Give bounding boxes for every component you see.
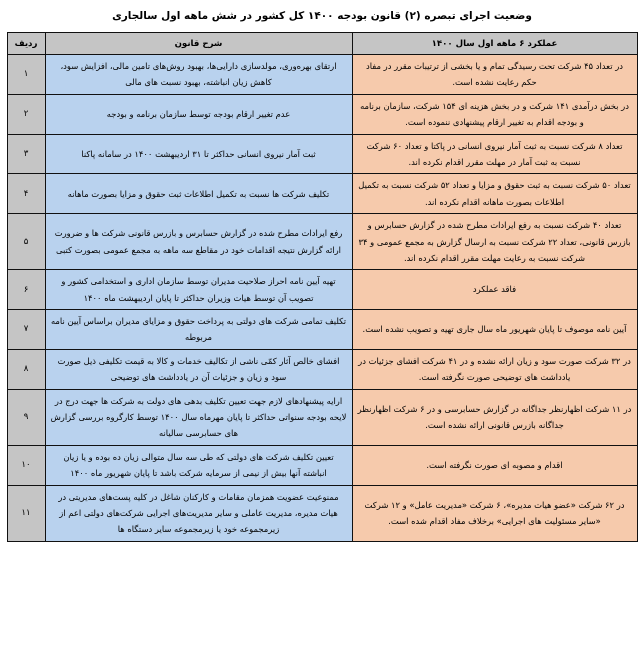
performance-cell (352, 389, 637, 445)
budget-implementation-table (7, 32, 638, 542)
performance-text: آیین نامه موصوف تا پایان شهریور ماه سال جاری تهیه و تصویب نشده است. (362, 324, 627, 335)
row-number-cell: ۵ (7, 214, 45, 270)
law-description-text: ثبت آمار نیروی انسانی حداکثر تا ۳۱ اردیبهشت ۱۴۰۰ در سامانه پاکنا (81, 148, 316, 159)
row-number-cell: ۶ (7, 270, 45, 310)
performance-text: فاقد عملکرد (472, 284, 517, 295)
law-description-cell (45, 310, 352, 350)
performance-cell (352, 214, 637, 270)
law-description-cell (45, 485, 352, 541)
column-header-law: شرح قانون (45, 33, 352, 55)
row-number-cell: ۷ (7, 310, 45, 350)
performance-cell (352, 310, 637, 350)
performance-cell (352, 174, 637, 214)
table-row (7, 94, 637, 134)
table-row (7, 134, 637, 174)
performance-cell (352, 55, 637, 95)
law-description-text: افشای خالص آثار کمّی ناشی از تکالیف خدمات و کالا به قیمت تکلیفی ذیل صورت سود و زیان و جزئیات آن در یادداشت های توضیحی (57, 355, 340, 383)
law-description-cell (45, 270, 352, 310)
table-row (7, 445, 637, 485)
performance-text: در تعداد ۴۵ شرکت تحت رسیدگی تمام و یا بخشی از ترتیبات مقرر در مفاد حکم رعایت نشده است. (366, 61, 623, 88)
performance-text: تعداد ۸ شرکت نسبت به ثبت آمار نیروی انسانی در پاکتا و تعداد ۶۰ شرکت نسبت به ثبت آمار در مهلت مقرر اقدام نکرده اند. (366, 140, 623, 167)
performance-cell (352, 349, 637, 389)
law-description-cell (45, 174, 352, 214)
law-description-text: تکلیف تمامی شرکت های دولتی به پرداخت حقوق و مزایای مدیران براساس آیین نامه مربوطه (50, 316, 347, 343)
performance-text: در ۱۱ شرکت اظهارنظر جداگانه در گزارش حسابرسی و در ۶ شرکت اظهارنظر جداگانه بازرس قانونی ارائه نشده است. (357, 403, 632, 431)
performance-text: اقدام و مصوبه ای صورت نگرفته است. (426, 460, 563, 470)
row-number-cell: ۱ (7, 55, 45, 95)
performance-cell (352, 94, 637, 134)
performance-cell (352, 134, 637, 174)
law-description-cell (45, 55, 352, 95)
row-number-cell: ۹ (7, 389, 45, 445)
law-description-cell (45, 94, 352, 134)
table-row (7, 485, 637, 541)
law-description-text: رفع ایرادات مطرح شده در گزارش حسابرس و بازرس قانونی شرکت ها و ضرورت ارائه گزارش نتیجه اقدامات خود در مقاطع سه ماهه به مجمع عمومی بصورت کتبی (54, 228, 343, 255)
table-row (7, 389, 637, 445)
law-description-text: عدم تغییر ارقام بودجه توسط سازمان برنامه و بودجه (106, 108, 291, 119)
performance-text: در بخش درآمدی ۱۴۱ شرکت و در بخش هزینه ای ۱۵۴ شرکت، سازمان برنامه و بودجه اقدام به تغییر ارقام پیشنهادی ننموده است. (360, 100, 629, 128)
page-title: وضعیت اجرای تبصره (۲) قانون بودجه ۱۴۰۰ کل کشور در شش ماهه اول سالجاری (112, 10, 532, 22)
performance-text: در ۳۲ شرکت صورت سود و زیان ارائه نشده و در ۴۱ شرکت افشای جزئیات در یادداشت های توضیحی صورت نگرفته است. (358, 355, 631, 383)
row-number-cell: ۱۱ (7, 485, 45, 541)
table-header (7, 33, 637, 55)
law-description-text: تکلیف شرکت ها نسبت به تکمیل اطلاعات ثبت حقوق و مزایا بصورت ماهانه (67, 188, 330, 199)
law-description-cell (45, 214, 352, 270)
row-number-cell: ۸ (7, 349, 45, 389)
table-row (7, 214, 637, 270)
performance-text: تعداد ۵۰ شرکت نسبت به ثبت حقوق و مزایا و تعداد ۵۲ شرکت نسبت به تکمیل اطلاعات بصورت ماهانه اقدام نکرده اند. (358, 180, 631, 207)
column-header-performance: عملکرد ۶ ماهه اول سال ۱۴۰۰ (352, 33, 637, 55)
law-description-text: ارتقای بهره‌وری، مولدسازی دارایی‌ها، بهبود روش‌های تامین مالی، افزایش سود، کاهش زیان انباشته، بهبود نسبت های مالی (60, 61, 337, 88)
law-description-text: ممنوعیت عضویت همزمان مقامات و کارکنان شاغل در کلیه پست‌های مدیریتی در هیات مدیره، مدیریت عاملی و سایر مدیریت‌های اجرایی شرکت‌های دولتی اعم از زیرمجموعه خود یا زیرمجموعه سایر دستگاه ها (58, 491, 339, 535)
row-number-cell: ۲ (7, 94, 45, 134)
row-number-cell: ۱۰ (7, 445, 45, 485)
table-row (7, 55, 637, 95)
table-row (7, 349, 637, 389)
law-description-text: تعیین تکلیف شرکت های دولتی که طی سه سال متوالی زیان ده بوده و یا زیان انباشته آنها بیش از نیمی از سرمایه شرکت باشد تا پایان شهریور ماه ۱۴۰۰ (63, 451, 334, 479)
table-row (7, 310, 637, 350)
header-row (7, 33, 637, 55)
column-header-radif: ردیف (7, 33, 45, 55)
performance-cell (352, 270, 637, 310)
table-row (7, 174, 637, 214)
law-description-cell (45, 134, 352, 174)
performance-cell (352, 445, 637, 485)
row-number-cell: ۳ (7, 134, 45, 174)
title-bar (0, 0, 644, 32)
performance-text: تعداد ۴۰ شرکت نسبت به رفع ایرادات مطرح شده در گزارش حسابرس و بازرس قانونی، تعداد ۲۲ شرکت نسبت به ارسال گزارش به مجمع عمومی و ۳۴ شرکت نسبت به رعایت مهلت مقرر اقدام نکرده اند. (358, 220, 631, 263)
law-description-cell (45, 389, 352, 445)
performance-cell (352, 485, 637, 541)
law-description-text: تهیه آیین نامه احراز صلاحیت مدیران توسط سازمان اداری و استخدامی کشور و تصویب آن توسط هیات وزیران حداکثر تا پایان اردیبهشت ماه ۱۴۰۰ (61, 276, 336, 303)
performance-text: در ۶۲ شرکت «عضو هیات مدیره»، ۶ شرکت «مدیریت عامل» و ۱۲ شرکت «سایر مسئولیت های اجرایی» برخلاف مفاد اقدام شده است. (364, 499, 625, 527)
table-row (7, 270, 637, 310)
law-description-cell (45, 349, 352, 389)
law-description-text: ارایه پیشنهادهای لازم جهت تعیین تکلیف بدهی های دولت به شرکت ها جهت درج در لایحه بودجه سنواتی حداکثر تا پایان مهرماه سال ۱۴۰۰ توسط کارگروه بررسی گزارش های حسابرسی سالیانه (50, 395, 347, 439)
table-body (7, 55, 637, 542)
law-description-cell (45, 445, 352, 485)
row-number-cell: ۴ (7, 174, 45, 214)
